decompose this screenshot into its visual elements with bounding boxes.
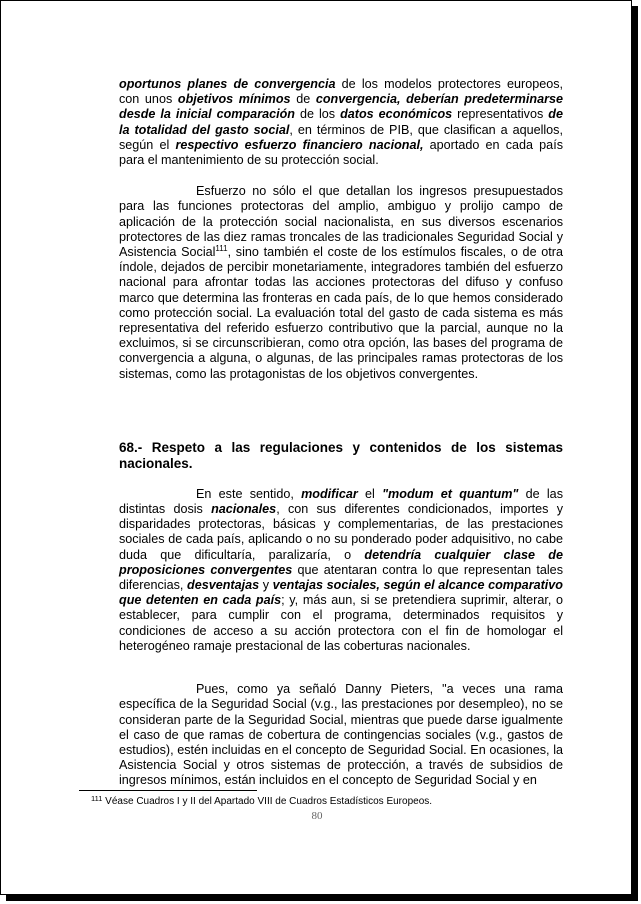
body-text: representativos [452,107,549,122]
emphasis-text: datos económicos [340,107,453,122]
emphasis-text: modificar [301,486,358,501]
section-heading: 68.- Respeto a las regulaciones y contenidos de los sistemas nacionales. [119,439,563,471]
body-text: de los [294,107,341,122]
footnote-number: 111 [91,794,103,803]
page-number: 80 [311,810,323,822]
body-text: de los modelos protectores europeos, con unos [119,77,564,107]
emphasis-text: de la totalidad del gasto social [119,107,563,137]
emphasis-text: ventajas sociales, según el alcance comparativo que detenten en cada país [119,578,563,608]
emphasis-text: oportunos planes de convergencia [119,77,336,91]
body-text: aportado en cada país para el mantenimiento de su protección social. [119,137,563,168]
emphasis-text: desventajas [187,578,260,593]
page-shadow-bottom [6,895,638,901]
body-text: En este sentido, [196,486,302,501]
paragraph [119,184,563,382]
body-text: , con sus diferentes condicionados, importes y disparidades protectoras, básicas y complementarias, de las prestaciones sociales de cada país, aplicando o no su ponderado poder adquisitivo, no cabe duda que dificultaría, paralizaría, o [119,502,563,562]
page-shadow-right [632,6,638,901]
footnote [91,796,432,808]
body-text: ; y, más aun, si se pretendiera suprimir, alterar, o establecer, para cumplir con el programa, determinados requisitos y condiciones de acceso a su acción protectora con el fin de homologar el heterogéneo ramaje prestacional de las coberturas nacionales. [119,593,563,653]
body-text: Esfuerzo no sólo el que detallan los ingresos presupuestados para las funciones protectoras del amplio, ambiguo y prolijo campo de aplicación de la protección social nacionalista, en sus diversos escenarios protectores de las diez ramas troncales de las tradicionales Seguridad Social y Asistencia Social [119,184,563,260]
body-text: , sino también el coste de los estímulos fiscales, o de otra índole, dejados de percibir monetariamente, integradores también del esfuerzo nacional para afrontar todas las acciones protectoras del difuso y confuso marco que determina las fronteras en cada país, de lo que hemos considerado como protección social. La evaluación total del gasto de cada sistema es más representativa del referido esfuerzo contributivo que la parcial, aunque no la excluimos, si se circunscribieran, como otra opción, las bases del programa de convergencia a alguna, o algunas, de las principales ramas protectoras de los sistemas, como las protagonistas de los objetivos convergentes. [119,245,563,381]
emphasis-text: "modum et quantum" [382,486,519,501]
emphasis-text: objetivos mínimos [177,92,291,107]
page-body [119,77,563,789]
body-text: de [290,92,316,107]
paragraph [119,487,563,654]
body-text: de las distintas dosis [119,486,563,517]
footnote-separator [79,790,257,791]
paragraph [119,682,563,788]
emphasis-text: respectivo esfuerzo financiero nacional, [175,137,424,152]
body-text: y [259,578,273,593]
paragraph [119,77,563,168]
body-text: Pues, como ya señaló Danny Pieters, "a veces una rama específica de la Seguridad Social (v.g., las prestaciones por desempleo), no se consideran parte de la Seguridad Social, mientras que puede darse igualmente el caso de que ramas de cobertura de contingencias sociales (v.g., gastos de estudios), estén incluidas en el concepto de Seguridad Social. En ocasiones, la Asistencia Social y otros sistemas de protección, a través de subsidios de ingresos mínimos, están incluidos en el concepto de Seguridad Social y en [119,682,563,788]
body-text: , en términos de PIB, que clasifican a aquellos, según el [119,122,563,152]
body-text: el [357,486,383,501]
footnote-text: Véase Cuadros I y II del Apartado VIII de Cuadros Estadísticos Europeos. [102,796,433,807]
emphasis-text: convergencia, deberían predeterminarse desde la inicial comparación [119,92,563,122]
body-text: que atentaran contra lo que representan tales diferencias, [119,562,563,593]
emphasis-text: nacionales [211,502,277,517]
emphasis-text: detendría cualquier clase de proposiciones convergentes [119,547,563,577]
footnote-reference: 111 [215,244,228,254]
